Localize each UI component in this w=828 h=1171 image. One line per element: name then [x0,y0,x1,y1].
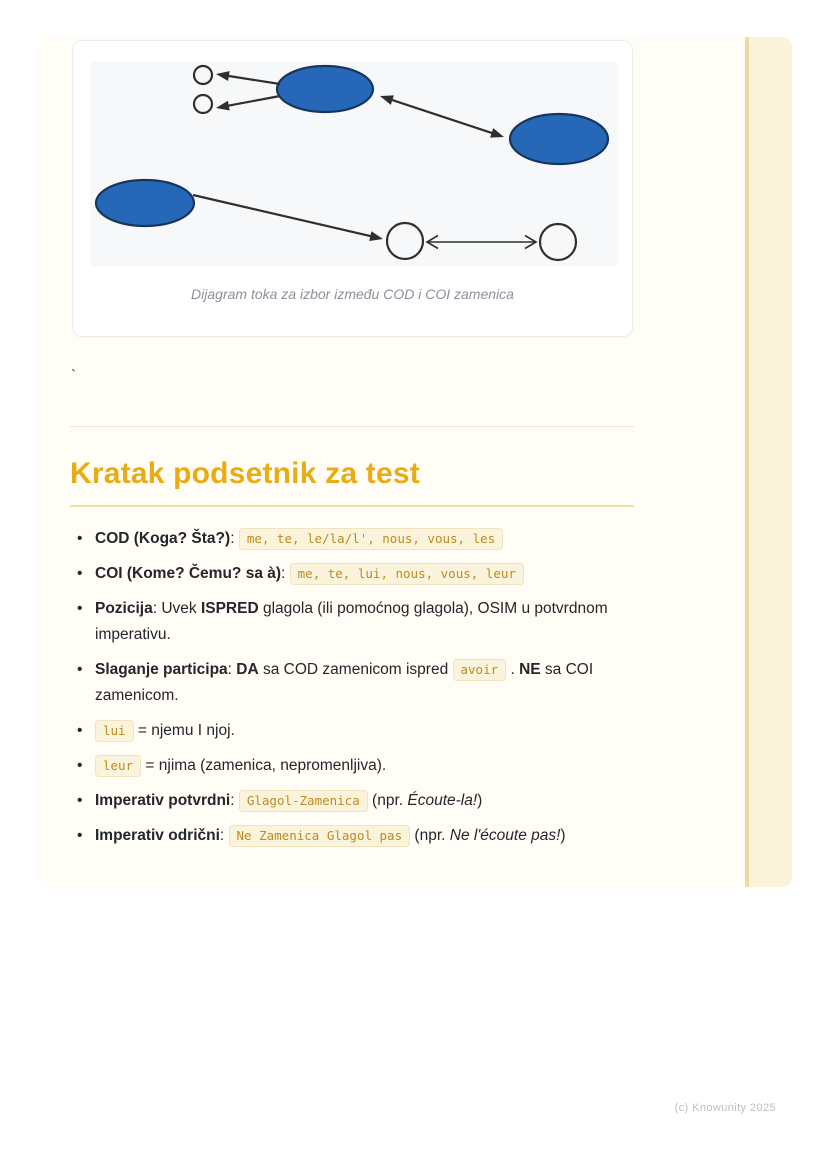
list-item [70,526,642,552]
section-heading: Kratak podsetnik za test [70,457,420,490]
italic-segment: Ne l'écoute pas! [449,827,561,844]
text-segment: sa COD zamenicom ispred [258,661,453,678]
small-circle-bottom [194,95,212,113]
arrow [216,71,280,84]
arrow-shaft [225,96,280,106]
bold-segment: Imperativ odrični [95,827,220,844]
arrowhead [216,71,230,81]
arrow-shaft [389,99,496,134]
list-item [70,657,642,709]
inline-code: leur [95,755,141,777]
text-segment: glagola (ili pomoćnog glagola), OSIM u potvrdnom imperativu. [95,600,608,643]
arrow [216,96,280,111]
arrow [427,236,536,249]
bold-segment: Imperativ potvrdni [95,792,231,809]
arrow-shaft [193,195,374,237]
blue-node-1 [277,66,373,112]
arrow [380,95,504,137]
text-segment: sa COI zamenicom. [95,661,594,704]
inline-code: me, te, le/la/l', nous, vous, les [239,528,503,550]
page-edge-strip [38,37,792,887]
text-segment: ) [477,792,483,809]
blue-node-2 [510,114,608,164]
diagram-image [90,62,618,266]
reminder-list [70,526,642,858]
bold-segment: COD (Koga? Šta?) [95,530,231,547]
bold-segment: ISPRED [200,600,259,617]
inline-code: lui [95,720,134,742]
text-segment: = njima (zamenica, nepromenljiva). [141,757,387,774]
footer-credit: (c) Knowunity 2025 [674,1102,776,1114]
bold-segment: COI (Kome? Čemu? sa à) [95,565,282,582]
text-segment: (npr. [367,792,408,809]
text-segment: . [506,661,520,678]
list-item [70,788,642,814]
inline-code: Glagol-Zamenica [239,790,368,812]
text-segment: : [219,827,229,844]
italic-segment: Écoute-la! [407,792,478,809]
open-circle-left [387,223,423,259]
list-item [70,561,642,587]
content-panel [38,37,749,887]
list-item [70,753,642,779]
bold-segment: Slaganje participa [95,661,228,678]
bold-segment: NE [519,661,541,678]
arrowhead [216,101,230,111]
flow-diagram-svg [90,62,618,266]
figure-card [72,40,633,337]
arrow [193,195,383,241]
text-segment: : [230,530,239,547]
stray-backtick: ` [71,367,76,384]
heading-underline [70,505,634,507]
small-circle-top [194,66,212,84]
text-segment: : [281,565,290,582]
bold-segment: DA [236,661,259,678]
arrowhead [490,128,504,137]
inline-code: me, te, lui, nous, vous, leur [290,563,524,585]
text-segment: : [227,661,237,678]
text-segment: (npr. [410,827,450,844]
open-circle-right [540,224,576,260]
text-segment: : [230,792,239,809]
arrowhead [369,231,383,241]
bold-segment: Pozicija [95,600,153,617]
list-item [70,718,642,744]
blue-node-3 [96,180,194,226]
text-segment: ) [560,827,566,844]
figure-caption: Dijagram toka za izbor između COD i COI zamenica [191,286,514,302]
inline-code: avoir [453,659,507,681]
section-divider [70,426,634,427]
list-item [70,823,642,849]
inline-code: Ne Zamenica Glagol pas [229,825,411,847]
list-item [70,596,642,648]
text-segment: = njemu I njoj. [133,722,235,739]
arrow-shaft [225,75,280,84]
text-segment: : Uvek [152,600,201,617]
arrowhead [380,95,394,104]
